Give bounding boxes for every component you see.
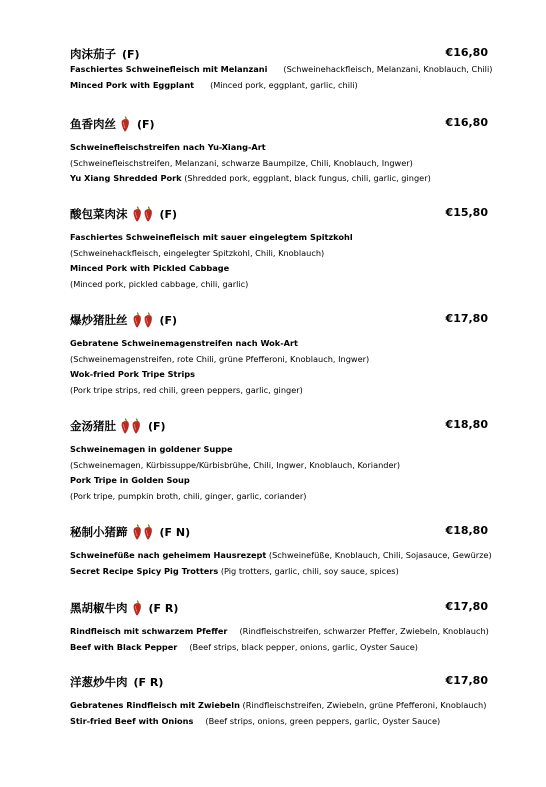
dish-description-english: (Pork tripe strips, red chili, green peppers, garlic, ginger) bbox=[70, 384, 303, 395]
menu-item bbox=[70, 46, 493, 93]
menu-item bbox=[70, 312, 488, 398]
allergen-code: (F) bbox=[159, 208, 178, 221]
spice-level bbox=[132, 524, 154, 543]
dish-description-german: (Schweinefüße, Knoblauch, Chili, Sojasauce, Gewürze) bbox=[268, 550, 492, 560]
dish-name-english: Wok-fried Pork Tripe Strips bbox=[70, 369, 196, 379]
chili-icon bbox=[132, 600, 142, 616]
dish-price: €15,80 bbox=[445, 206, 488, 219]
allergen-code: (F) bbox=[148, 420, 166, 433]
dish-description-english: (Beef strips, black pepper, onions, garlic, Oyster Sauce) bbox=[189, 641, 418, 652]
chili-icon bbox=[131, 418, 141, 434]
allergen-code: (F R) bbox=[133, 676, 164, 689]
dish-name-german: Gebratenes Rindfleisch mit Zwiebeln bbox=[70, 700, 240, 710]
dish-name-chinese: 肉沫茄子 bbox=[70, 47, 116, 61]
dish-name-chinese: 爆炒猪肚丝 bbox=[70, 313, 128, 327]
dish-name-english: Yu Xiang Shredded Pork bbox=[70, 173, 182, 183]
dish-name-chinese: 黑胡椒牛肉 bbox=[70, 601, 128, 615]
dish-description-german: (Rindfleischstreifen, schwarzer Pfeffer, Zwiebeln, Knoblauch) bbox=[239, 626, 489, 636]
dish-name-chinese: 酸包菜肉沫 bbox=[70, 207, 128, 221]
dish-description-english: (Pork tripe, pumpkin broth, chili, ginger, garlic, coriander) bbox=[70, 490, 307, 501]
dish-price: €17,80 bbox=[445, 674, 488, 687]
chili-icon bbox=[132, 524, 142, 540]
spice-level bbox=[120, 418, 142, 437]
dish-name-english: Stir-fried Beef with Onions bbox=[70, 715, 194, 726]
allergen-code: (F) bbox=[137, 118, 155, 131]
dish-price: €18,80 bbox=[445, 524, 488, 537]
dish-name-german: Faschiertes Schweinefleisch mit sauer eingelegtem Spitzkohl bbox=[70, 232, 353, 242]
dish-name-chinese: 秘制小猪蹄 bbox=[70, 525, 128, 539]
dish-description-english: (Pig trotters, garlic, chili, soy sauce, spices) bbox=[220, 565, 399, 576]
chili-icon bbox=[120, 116, 130, 132]
dish-name-english: Minced Pork with Pickled Cabbage bbox=[70, 263, 230, 273]
dish-description-german: (Schweinehackfleisch, Melanzani, Knoblauch, Chili) bbox=[283, 64, 493, 74]
dish-name-english: Beef with Black Pepper bbox=[70, 641, 178, 652]
dish-name-english: Minced Pork with Eggplant bbox=[70, 79, 195, 90]
spice-level bbox=[132, 600, 143, 619]
dish-price: €18,80 bbox=[445, 418, 488, 431]
chili-icon bbox=[143, 524, 153, 540]
menu-item bbox=[70, 674, 488, 729]
dish-price: €17,80 bbox=[445, 600, 488, 613]
dish-description-english: (Minced pork, eggplant, garlic, chili) bbox=[210, 79, 358, 90]
dish-name-english: Secret Recipe Spicy Pig Trotters bbox=[70, 565, 219, 576]
menu-item bbox=[70, 116, 488, 187]
chili-icon bbox=[120, 418, 130, 434]
dish-description-german: (Rindfleischstreifen, Zwiebeln, grüne Pfefferoni, Knoblauch) bbox=[242, 700, 487, 710]
dish-name-german: Faschiertes Schweinefleisch mit Melanzani bbox=[70, 64, 268, 74]
spice-level bbox=[120, 116, 131, 135]
menu-item bbox=[70, 600, 488, 655]
dish-name-german: Schweinemagen in goldener Suppe bbox=[70, 444, 233, 454]
dish-description-english: (Beef strips, onions, green peppers, garlic, Oyster Sauce) bbox=[205, 715, 441, 726]
dish-price: €16,80 bbox=[445, 116, 488, 129]
dish-description-german: (Schweinemagen, Kürbissuppe/Kürbisbrühe, Chili, Ingwer, Knoblauch, Koriander) bbox=[70, 459, 401, 470]
spice-level bbox=[132, 312, 154, 331]
menu-item bbox=[70, 418, 488, 504]
dish-description-german: (Schweinefleischstreifen, Melanzani, schwarze Baumpilze, Chili, Knoblauch, Ingwer) bbox=[70, 157, 413, 168]
menu-item bbox=[70, 206, 488, 292]
chili-icon bbox=[143, 206, 153, 222]
dish-description-english: (Minced pork, pickled cabbage, chili, garlic) bbox=[70, 278, 249, 289]
dish-name-chinese: 鱼香肉丝 bbox=[70, 117, 116, 131]
dish-name-chinese: 金汤猪肚 bbox=[70, 419, 116, 433]
dish-name-chinese: 洋葱炒牛肉 bbox=[70, 675, 128, 689]
allergen-code: (F) bbox=[159, 314, 178, 327]
dish-price: €16,80 bbox=[445, 46, 488, 59]
allergen-code: (F R) bbox=[148, 602, 179, 615]
chili-icon bbox=[132, 206, 142, 222]
dish-name-german: Schweinefüße nach geheimem Hausrezept bbox=[70, 550, 267, 560]
allergen-code: (F) bbox=[122, 48, 140, 61]
dish-description-german: (Schweinemagenstreifen, rote Chili, grüne Pfefferoni, Knoblauch, Ingwer) bbox=[70, 353, 370, 364]
dish-description-german: (Schweinehackfleisch, eingelegter Spitzkohl, Chili, Knoblauch) bbox=[70, 247, 325, 258]
menu-item bbox=[70, 524, 492, 579]
dish-name-german: Schweinefleischstreifen nach Yu-Xiang-Art bbox=[70, 142, 266, 152]
allergen-code: (F N) bbox=[159, 526, 191, 539]
dish-description-english: (Shredded pork, eggplant, black fungus, chili, garlic, ginger) bbox=[184, 173, 431, 183]
chili-icon bbox=[143, 312, 153, 328]
dish-name-german: Gebratene Schweinemagenstreifen nach Wok-Art bbox=[70, 338, 298, 348]
chili-icon bbox=[132, 312, 142, 328]
dish-name-english: Pork Tripe in Golden Soup bbox=[70, 475, 190, 485]
dish-price: €17,80 bbox=[445, 312, 488, 325]
spice-level bbox=[132, 206, 154, 225]
dish-name-german: Rindfleisch mit schwarzem Pfeffer bbox=[70, 626, 228, 636]
